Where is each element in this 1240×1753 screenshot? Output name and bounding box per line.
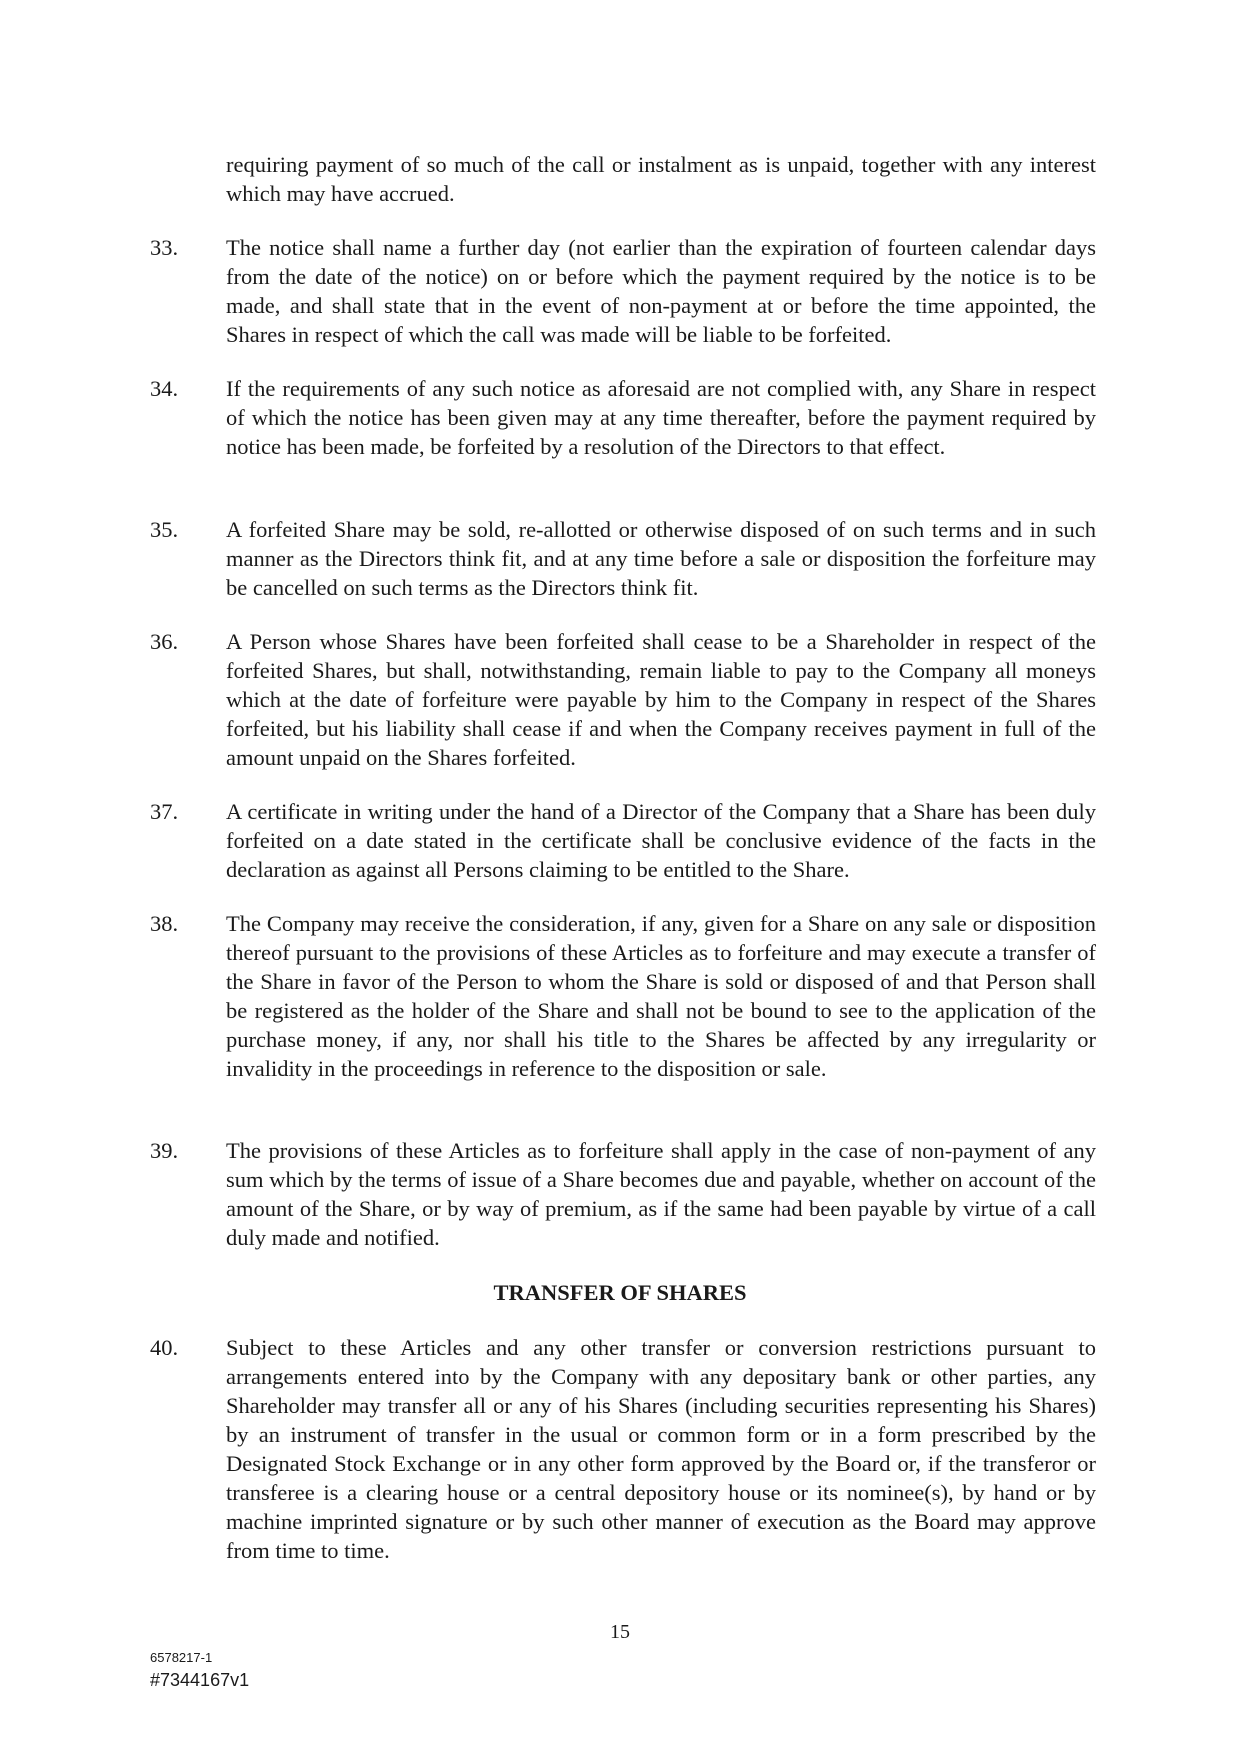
clause-text-36: A Person whose Shares have been forfeited shall cease to be a Shareholder in respect of the forfeited Shares, but shall, notwithstanding, remain liable to pay to the Company all moneys which at the date of forfeiture were payable by him to the Company in respect of the Shares forfeited, but his liability shall cease if and when the Company receives payment in full of the amount unpaid on the Shares forfeited. (226, 629, 1096, 770)
clause-number-33: 33. (150, 235, 179, 260)
clause-number-37: 37. (150, 799, 179, 824)
document-reference-secondary: #7344167v1 (150, 1670, 250, 1690)
clause-number-34: 34. (150, 376, 179, 401)
clause-text-39: The provisions of these Articles as to forfeiture shall apply in the case of non-payment of any sum which by the terms of issue of a Share becomes due and payable, whether on account of the amount of the Share, or by way of premium, as if the same had been payable by virtue of a call duly made and notified. (226, 1138, 1096, 1250)
page-number: 15 (610, 1621, 630, 1643)
continuation-paragraph: requiring payment of so much of the call or instalment as is unpaid, together with any interest which may have accrued. (226, 152, 1096, 206)
clause-text-33: The notice shall name a further day (not earlier than the expiration of fourteen calendar days from the date of the notice) on or before which the payment required by the notice is to be made, and shall state that in the event of non-payment at or before the time appointed, the Shares in respect of which the call was made will be liable to be forfeited. (226, 235, 1096, 347)
clause-number-36: 36. (150, 629, 179, 654)
clause-text-35: A forfeited Share may be sold, re-allotted or otherwise disposed of on such terms and in such manner as the Directors think fit, and at any time before a sale or disposition the forfeiture may be cancelled on such terms as the Directors think fit. (226, 517, 1096, 600)
clause-number-39: 39. (150, 1138, 179, 1163)
clause-text-37: A certificate in writing under the hand of a Director of the Company that a Share has been duly forfeited on a date stated in the certificate shall be conclusive evidence of the facts in the declaration as against all Persons claiming to be entitled to the Share. (226, 799, 1096, 882)
clause-text-34: If the requirements of any such notice as aforesaid are not complied with, any Share in respect of which the notice has been given may at any time thereafter, before the payment required by notice has been made, be forfeited by a resolution of the Directors to that effect. (226, 376, 1096, 459)
clause-text-38: The Company may receive the consideration, if any, given for a Share on any sale or disposition thereof pursuant to the provisions of these Articles as to forfeiture and may execute a transfer of the Share in favor of the Person to whom the Share is sold or disposed of and that Person shall be registered as the holder of the Share and shall not be bound to see to the application of the purchase money, if any, nor shall his title to the Shares be affected by any irregularity or invalidity in the proceedings in reference to the disposition or sale. (226, 911, 1096, 1081)
clause-number-40: 40. (150, 1335, 179, 1360)
clause-text-40: Subject to these Articles and any other transfer or conversion restrictions pursuant to arrangements entered into by the Company with any depositary bank or other parties, any Shareholder may transfer all or any of his Shares (including securities representing his Shares) by an instrument of transfer in the usual or common form or in a form prescribed by the Designated Stock Exchange or in any other form approved by the Board or, if the transferor or transferee is a clearing house or a central depository house or its nominee(s), by hand or by machine imprinted signature or by such other manner of execution as the Board may approve from time to time. (226, 1335, 1096, 1563)
section-heading: TRANSFER OF SHARES (493, 1280, 747, 1305)
clause-number-35: 35. (150, 517, 179, 542)
clause-number-38: 38. (150, 911, 179, 936)
document-reference-primary: 6578217-1 (150, 1650, 213, 1665)
